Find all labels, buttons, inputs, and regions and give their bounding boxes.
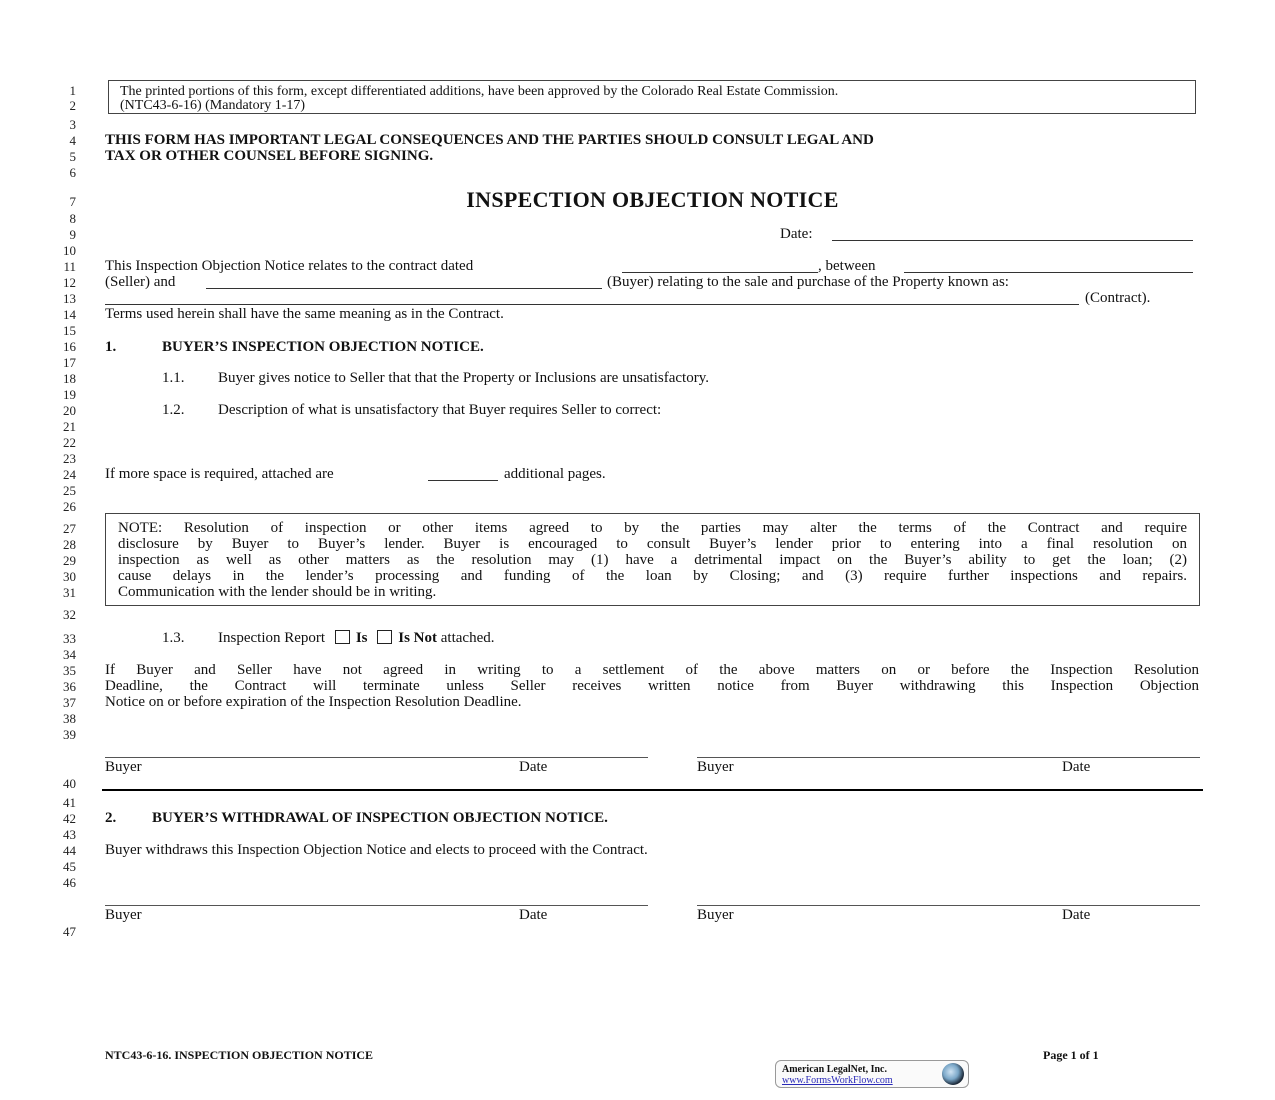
line-number: 10 bbox=[63, 243, 76, 258]
is-not-attached-label: Is Not bbox=[398, 630, 438, 646]
withdrawal-buyer1-signature-line[interactable] bbox=[105, 905, 648, 906]
item-1-2-number: 1.2. bbox=[162, 402, 185, 418]
line-number: 6 bbox=[69, 165, 76, 180]
termination-text-line: Deadline, the Contract will terminate unless Seller receives written notice from Buyer withdrawing this Inspection Objection bbox=[105, 678, 1199, 694]
attached-suffix: attached. bbox=[440, 630, 495, 646]
line-number: 45 bbox=[63, 859, 76, 874]
withdrawal-buyer2-signature-line[interactable] bbox=[697, 905, 1200, 906]
date-label: Date: bbox=[780, 226, 813, 242]
intro-text-11b: , between bbox=[818, 258, 876, 274]
buyer2-signature-label: Buyer bbox=[697, 759, 734, 775]
form-code: (NTC43-6-16) (Mandatory 1-17) bbox=[120, 98, 306, 113]
additional-pages-text-b: additional pages. bbox=[504, 466, 606, 482]
contract-date-input[interactable] bbox=[622, 272, 818, 273]
company-url-link[interactable]: www.FormsWorkFlow.com bbox=[782, 1075, 893, 1086]
footer-page-number: Page 1 of 1 bbox=[1043, 1048, 1099, 1062]
line-number: 12 bbox=[63, 275, 76, 290]
line-number: 2 bbox=[69, 98, 76, 113]
intro-text-12a: (Seller) and bbox=[105, 274, 176, 290]
approval-text: The printed portions of this form, except differentiated additions, have been approved by the Colorado Real Estate Commission. bbox=[120, 84, 839, 99]
line-number: 3 bbox=[69, 117, 76, 132]
line-number: 17 bbox=[63, 355, 76, 370]
section2-text: Buyer withdraws this Inspection Objection Notice and elects to proceed with the Contract. bbox=[105, 842, 648, 858]
line-number: 39 bbox=[63, 727, 76, 742]
section1-number: 1. bbox=[105, 339, 117, 355]
line-number: 4 bbox=[69, 133, 76, 148]
note-line: inspection as well as other matters as the resolution may (1) have a detrimental impact on the Buyer’s ability to get the loan; (2) bbox=[118, 552, 1187, 568]
item-1-3-row bbox=[218, 630, 494, 646]
buyer1-date-label: Date bbox=[519, 759, 548, 775]
seller-name-input[interactable] bbox=[904, 272, 1193, 273]
buyer2-date-label: Date bbox=[1062, 759, 1091, 775]
line-number: 23 bbox=[63, 451, 76, 466]
line-number: 8 bbox=[69, 211, 76, 226]
note-line: Communication with the lender should be in writing. bbox=[118, 584, 437, 600]
line-number: 18 bbox=[63, 371, 76, 386]
line-number: 11 bbox=[63, 259, 76, 274]
item-1-3-number: 1.3. bbox=[162, 630, 185, 646]
company-logo-badge bbox=[775, 1060, 969, 1088]
line-number: 37 bbox=[63, 695, 76, 710]
line-number: 30 bbox=[63, 569, 76, 584]
line-number: 27 bbox=[63, 521, 76, 536]
line-number: 44 bbox=[63, 843, 76, 858]
withdrawal-buyer1-signature-label: Buyer bbox=[105, 907, 142, 923]
note-line: disclosure by Buyer to Buyer’s lender. Buyer is encouraged to consult Buyer’s lender prior to entering into a final resolution on bbox=[118, 536, 1187, 552]
legal-warning-line2: TAX OR OTHER COUNSEL BEFORE SIGNING. bbox=[105, 148, 434, 164]
item-1-1-number: 1.1. bbox=[162, 370, 185, 386]
line-number: 31 bbox=[63, 585, 76, 600]
date-input[interactable] bbox=[832, 240, 1193, 241]
line-number: 25 bbox=[63, 483, 76, 498]
buyer1-signature-label: Buyer bbox=[105, 759, 142, 775]
withdrawal-buyer2-date-label: Date bbox=[1062, 907, 1091, 923]
legal-warning-line1: THIS FORM HAS IMPORTANT LEGAL CONSEQUENCES AND THE PARTIES SHOULD CONSULT LEGAL AND bbox=[105, 132, 874, 148]
line-number: 21 bbox=[63, 419, 76, 434]
line-number: 13 bbox=[63, 291, 76, 306]
line-number: 29 bbox=[63, 553, 76, 568]
footer-form-id: NTC43-6-16. INSPECTION OBJECTION NOTICE bbox=[105, 1048, 374, 1062]
line-number: 9 bbox=[69, 227, 76, 242]
section1-heading: BUYER’S INSPECTION OBJECTION NOTICE. bbox=[162, 339, 484, 355]
approval-notice-box bbox=[108, 80, 1196, 114]
intro-text-13b: (Contract). bbox=[1085, 290, 1151, 306]
line-number: 26 bbox=[63, 499, 76, 514]
line-number: 28 bbox=[63, 537, 76, 552]
termination-text-line: If Buyer and Seller have not agreed in writing to a settlement of the above matters on or before the Inspection Resolution bbox=[105, 662, 1199, 678]
item-1-1-text: Buyer gives notice to Seller that that the Property or Inclusions are unsatisfactory. bbox=[218, 370, 709, 386]
line-number: 40 bbox=[63, 776, 76, 791]
property-input[interactable] bbox=[105, 304, 1079, 305]
item-1-2-text: Description of what is unsatisfactory that Buyer requires Seller to correct: bbox=[218, 402, 662, 418]
line-number: 33 bbox=[63, 631, 76, 646]
line-number: 46 bbox=[63, 875, 76, 890]
section2-number: 2. bbox=[105, 810, 117, 826]
section-divider bbox=[102, 789, 1203, 791]
line-number: 34 bbox=[63, 647, 76, 662]
is-attached-label: Is bbox=[355, 630, 368, 646]
buyer1-signature-line[interactable] bbox=[105, 757, 648, 758]
intro-text-14: Terms used herein shall have the same meaning as in the Contract. bbox=[105, 306, 504, 322]
is-attached-checkbox[interactable] bbox=[335, 630, 350, 644]
line-number: 47 bbox=[63, 924, 76, 939]
buyer2-signature-line[interactable] bbox=[697, 757, 1200, 758]
lender-note-box bbox=[105, 513, 1200, 606]
line-number: 36 bbox=[63, 679, 76, 694]
additional-pages-input[interactable] bbox=[428, 480, 498, 481]
line-number: 41 bbox=[63, 795, 76, 810]
withdrawal-buyer2-signature-label: Buyer bbox=[697, 907, 734, 923]
intro-text-11a: This Inspection Objection Notice relates to the contract dated bbox=[105, 258, 474, 274]
line-number: 19 bbox=[63, 387, 76, 402]
line-number: 20 bbox=[63, 403, 76, 418]
line-number: 42 bbox=[63, 811, 76, 826]
buyer-name-input[interactable] bbox=[206, 288, 602, 289]
line-number: 24 bbox=[63, 467, 76, 482]
unsatisfactory-description-input[interactable] bbox=[105, 418, 1199, 464]
additional-pages-text-a: If more space is required, attached are bbox=[105, 466, 334, 482]
line-number: 14 bbox=[63, 307, 76, 322]
line-number: 16 bbox=[63, 339, 76, 354]
line-number: 32 bbox=[63, 607, 76, 622]
page-title: INSPECTION OBJECTION NOTICE bbox=[466, 187, 839, 212]
line-number: 38 bbox=[63, 711, 76, 726]
note-line: NOTE: Resolution of inspection or other items agreed to by the parties may alter the terms of the Contract and require bbox=[118, 520, 1187, 536]
line-number: 22 bbox=[63, 435, 76, 450]
line-number: 35 bbox=[63, 663, 76, 678]
is-not-attached-checkbox[interactable] bbox=[377, 630, 392, 644]
company-name: American LegalNet, Inc. bbox=[782, 1064, 887, 1075]
intro-text-12b: (Buyer) relating to the sale and purchase of the Property known as: bbox=[607, 274, 1009, 290]
line-number: 5 bbox=[69, 149, 76, 164]
inspection-report-label: Inspection Report bbox=[218, 630, 326, 646]
line-number: 1 bbox=[69, 83, 76, 98]
line-number: 43 bbox=[63, 827, 76, 842]
withdrawal-buyer1-date-label: Date bbox=[519, 907, 548, 923]
termination-text-line: Notice on or before expiration of the Inspection Resolution Deadline. bbox=[105, 694, 522, 710]
note-line: cause delays in the lender’s processing and funding of the loan by Closing; and (3) require further inspections and repairs. bbox=[118, 568, 1187, 584]
globe-icon bbox=[942, 1063, 964, 1085]
line-number: 7 bbox=[69, 194, 76, 209]
section2-heading: BUYER’S WITHDRAWAL OF INSPECTION OBJECTION NOTICE. bbox=[152, 810, 608, 826]
line-number: 15 bbox=[63, 323, 76, 338]
